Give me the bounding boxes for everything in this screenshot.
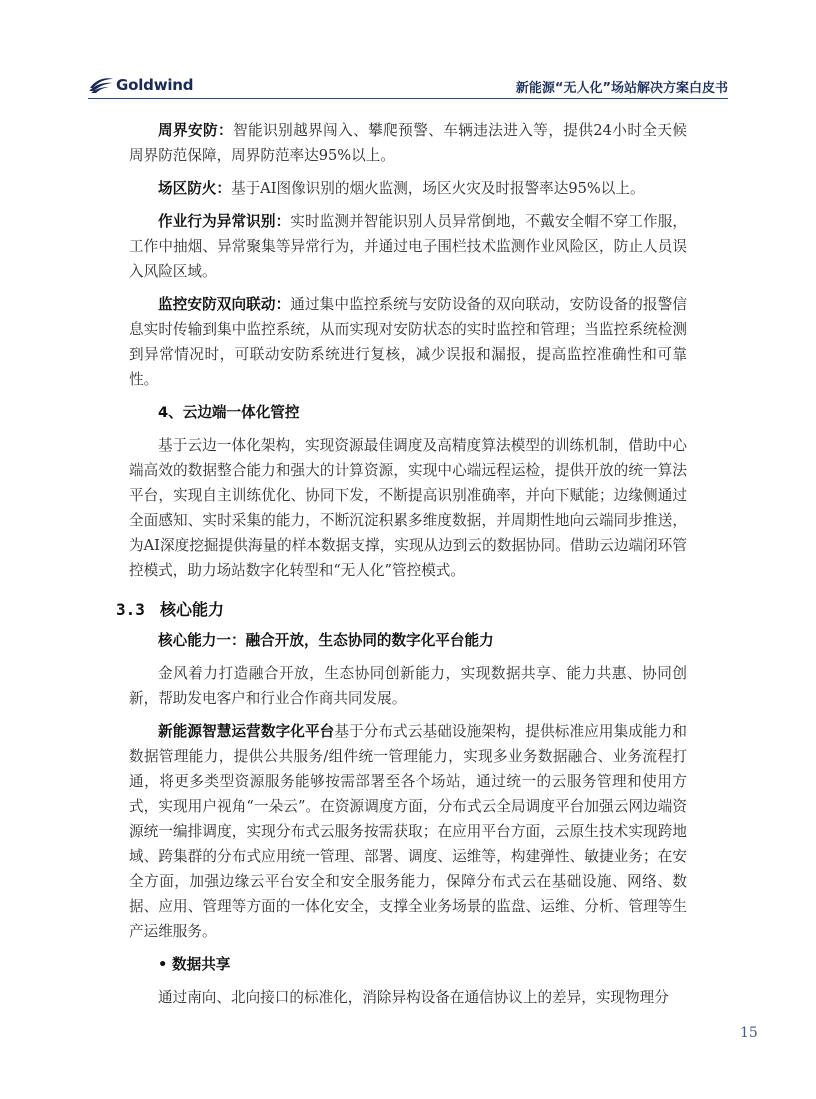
term-platform: 新能源智慧运营数字化平台 bbox=[158, 723, 335, 740]
term-fire-prevention: 场区防火： bbox=[158, 180, 231, 197]
text-fire-prevention: 基于AI图像识别的烟火监测，场区火灾及时报警率达95%以上。 bbox=[230, 180, 645, 197]
term-perimeter-security: 周界安防： bbox=[158, 122, 234, 139]
subheading-cloud-edge: 4、云边端一体化管控 bbox=[158, 404, 300, 421]
goldwind-logo bbox=[88, 75, 193, 95]
document-title: 新能源“无人化”场站解决方案白皮书 bbox=[515, 81, 728, 96]
paragraph-behavior-recognition bbox=[129, 209, 687, 284]
section-heading bbox=[116, 597, 687, 622]
text-perimeter-security: 智能识别越界闯入、攀爬预警、车辆违法进入等，提供24小时全天候周界防范保障，周界防范率达95%以上。 bbox=[129, 122, 687, 164]
term-monitoring-linkage: 监控安防双向联动： bbox=[158, 296, 291, 313]
page-body bbox=[116, 118, 687, 1010]
text-platform: 基于分布式云基础设施架构，提供标准应用集成能力和数据管理能力，提供公共服务/组件统一管理能力，实现多业务数据融合、业务流程打通，将更多类型资源服务能够按需部署至各个场站，通过统一的云服务管理和使用方式，实现用户视角“一朵云”。在资源调度方面，分布式云全局调度平台加强云网边端资源统一编排调度，实现分布式云服务按需获取；在应用平台方面，云原生技术实现跨地域、跨集群的分布式应用统一管理、部署、调度、运维等，构建弹性、敏捷业务；在安全方面，加强边缘云平台安全和安全服务能力，保障分布式云在基础设施、网络、数据、应用、管理等方面的一体化安全，支撑全业务场景的监盘、运维、分析、管理等生产运维服务。 bbox=[129, 723, 687, 940]
header-divider bbox=[88, 98, 728, 99]
term-behavior-recognition: 作业行为异常识别： bbox=[158, 213, 291, 230]
text-monitoring-linkage: 通过集中监控系统与安防设备的双向联动，安防设备的报警信息实时传输到集中监控系统，从而实现对安防状态的实时监控和管理；当监控系统检测到异常情况时，可联动安防系统进行复核，减少误报和漏报，提高监控准确性和可靠性。 bbox=[129, 296, 687, 388]
page-header bbox=[88, 72, 728, 98]
paragraph-fire-prevention bbox=[129, 176, 687, 201]
logo-text: Goldwind bbox=[116, 76, 194, 94]
bullet-dot: • bbox=[158, 956, 168, 973]
section-title: 核心能力 bbox=[160, 600, 225, 619]
section-number: 3.3 bbox=[116, 600, 145, 619]
bullet-data-sharing bbox=[129, 952, 687, 977]
paragraph-monitoring-linkage bbox=[129, 292, 687, 392]
goldwind-swirl-icon bbox=[88, 76, 114, 94]
page-number: 15 bbox=[740, 1025, 758, 1041]
paragraph-data-sharing: 通过南向、北向接口的标准化，消除异构设备在通信协议上的差异，实现物理分 bbox=[158, 989, 669, 1006]
paragraph-platform bbox=[129, 719, 687, 944]
paragraph-perimeter-security bbox=[129, 118, 687, 168]
bullet-title: 数据共享 bbox=[172, 956, 231, 973]
subheading-capability-one: 核心能力一：融合开放，生态协同的数字化平台能力 bbox=[158, 632, 494, 649]
paragraph-capability-intro: 金风着力打造融合开放，生态协同创新能力，实现数据共享、能力共惠、协同创新，帮助发电客户和行业合作商共同发展。 bbox=[129, 665, 687, 707]
paragraph-cloud-edge: 基于云边一体化架构，实现资源最佳调度及高精度算法模型的训练机制，借助中心端高效的数据整合能力和强大的计算资源，实现中心端远程运检，提供开放的统一算法平台，实现自主训练优化、协同下发，不断提高识别准确率，并向下赋能；边缘侧通过全面感知、实时采集的能力，不断沉淀积累多维度数据，并周期性地向云端同步推送，为AI深度挖掘提供海量的样本数据支撑，实现从边到云的数据协同。借助云边端闭环管控模式，助力场站数字化转型和“无人化”管控模式。 bbox=[129, 437, 687, 579]
text-behavior-recognition: 实时监测并智能识别人员异常倒地，不戴安全帽不穿工作服，工作中抽烟、异常聚集等异常行为，并通过电子围栏技术监测作业风险区，防止人员误入风险区域。 bbox=[129, 213, 687, 280]
